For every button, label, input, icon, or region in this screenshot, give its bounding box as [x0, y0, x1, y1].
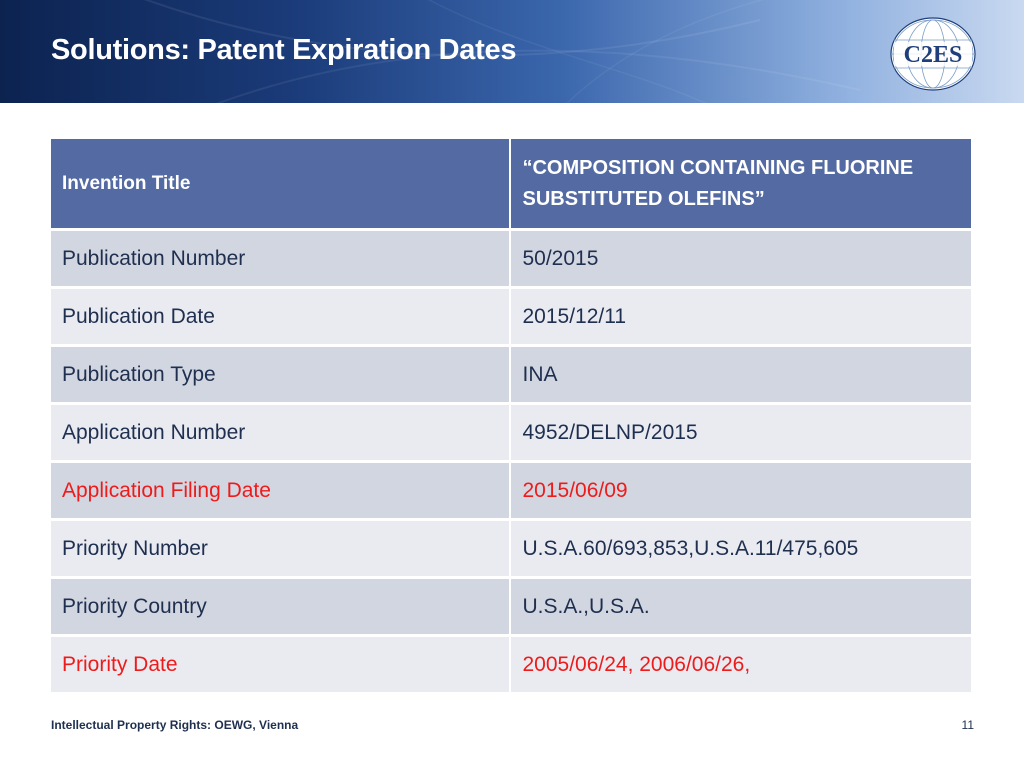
invention-title-line-2: SUBSTITUTED OLEFINS”	[522, 187, 765, 210]
invention-title-label: Invention Title	[51, 139, 510, 230]
table-row	[51, 230, 971, 288]
slide-title: Solutions: Patent Expiration Dates	[51, 34, 517, 66]
row-label: Publication Number	[51, 230, 510, 288]
table-row-highlighted	[51, 462, 971, 520]
footer-caption: Intellectual Property Rights: OEWG, Vienna	[51, 718, 299, 732]
patent-details-table	[51, 139, 971, 692]
table-row	[51, 578, 971, 636]
svg-text:C2ES: C2ES	[903, 42, 963, 68]
c2es-logo	[888, 16, 978, 92]
table-row	[51, 346, 971, 404]
table-header-row	[51, 139, 971, 230]
table-row	[51, 404, 971, 462]
slide-header	[0, 0, 1024, 103]
row-value: 4952/DELNP/2015	[510, 404, 971, 462]
row-value: U.S.A.60/693,853,U.S.A.11/475,605	[510, 520, 971, 578]
row-value: 50/2015	[510, 230, 971, 288]
table-row	[51, 520, 971, 578]
row-label: Application Number	[51, 404, 510, 462]
row-value: U.S.A.,U.S.A.	[510, 578, 971, 636]
table-row	[51, 288, 971, 346]
table-row-highlighted	[51, 636, 971, 693]
row-label: Publication Type	[51, 346, 510, 404]
row-label: Priority Date	[51, 636, 510, 693]
invention-title-value	[510, 139, 971, 230]
row-label: Application Filing Date	[51, 462, 510, 520]
page-number: 11	[961, 718, 974, 732]
row-value: INA	[510, 346, 971, 404]
invention-title-line-1: “COMPOSITION CONTAINING FLUORINE	[522, 156, 914, 179]
row-label: Priority Number	[51, 520, 510, 578]
row-label: Publication Date	[51, 288, 510, 346]
row-value: 2015/12/11	[510, 288, 971, 346]
row-value: 2005/06/24, 2006/06/26,	[510, 636, 971, 693]
row-label: Priority Country	[51, 578, 510, 636]
row-value: 2015/06/09	[510, 462, 971, 520]
